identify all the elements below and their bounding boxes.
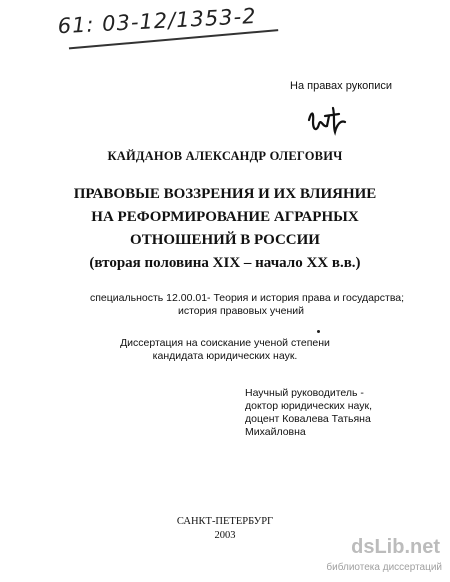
supervisor-line-2: доктор юридических наук, (245, 400, 373, 412)
dslib-watermark[interactable] (326, 536, 450, 582)
ink-dot (317, 330, 320, 333)
manuscript-rights-label: На правах рукописи (290, 80, 392, 92)
specialty-block (90, 292, 404, 318)
watermark-logo: dsLib.net (351, 536, 440, 558)
title-line-3: ОТНОШЕНИЙ В РОССИИ (130, 232, 320, 248)
specialty-line-1: специальность 12.00.01- Теория и история права и государства; (90, 292, 405, 304)
dissertation-degree-block (0, 337, 450, 363)
supervisor-line-1: Научный руководитель - (245, 387, 364, 399)
degree-line-2: кандидата юридических наук. (152, 350, 298, 362)
year: 2003 (214, 530, 236, 541)
title-line-2: НА РЕФОРМИРОВАНИЕ АГРАРНЫХ (91, 209, 359, 225)
title-line-1: ПРАВОВЫЕ ВОЗЗРЕНИЯ И ИХ ВЛИЯНИЕ (73, 186, 377, 202)
specialty-line-2: история правовых учений (178, 305, 304, 317)
dissertation-title (0, 183, 450, 275)
archive-code-handwritten (57, 2, 299, 55)
archive-code-text: 61: 03-12/1353-2 (57, 3, 258, 39)
supervisor-block (245, 387, 372, 439)
watermark-caption: библиотека диссертаций (326, 562, 442, 573)
city-name: САНКТ-ПЕТЕРБУРГ (176, 516, 274, 527)
degree-line-1: Диссертация на соискание ученой степени (120, 337, 330, 349)
title-line-4: (вторая половина XIX – начало XX в.в.) (89, 255, 361, 271)
supervisor-line-3: доцент Ковалева Татьяна (245, 413, 371, 425)
signature-image (305, 102, 353, 138)
supervisor-line-4: Михайловна (245, 426, 306, 438)
author-name: КАЙДАНОВ АЛЕКСАНДР ОЛЕГОВИЧ (107, 149, 343, 163)
